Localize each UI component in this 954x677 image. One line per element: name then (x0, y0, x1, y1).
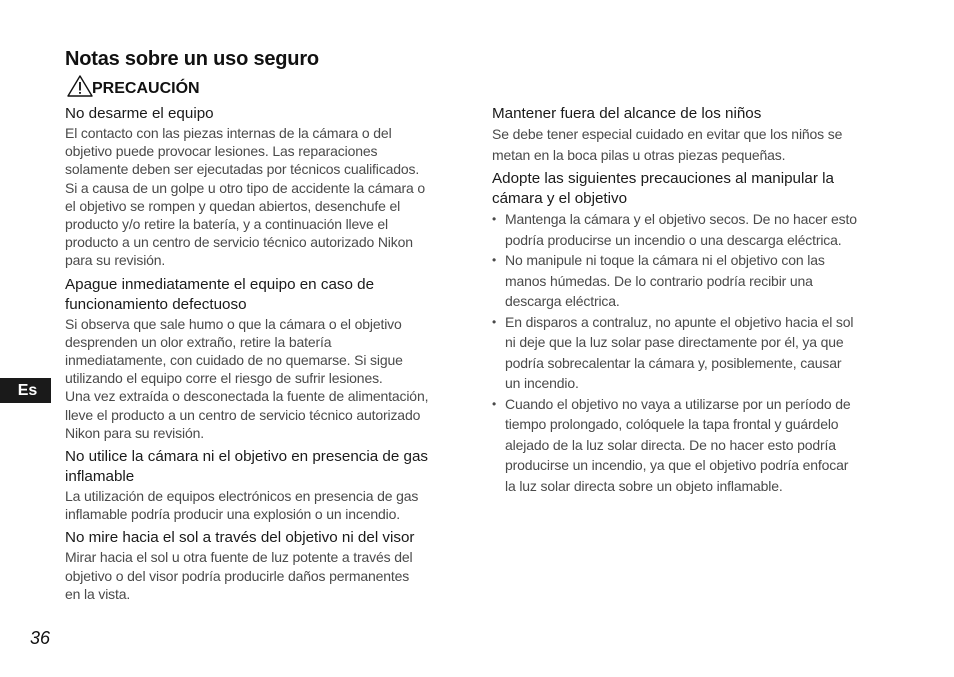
bullet-line: ni deje que la luz solar pase directamente por él, ya que (505, 334, 844, 350)
page-number: 36 (30, 628, 51, 648)
left-column (65, 104, 463, 608)
body-line: Una vez extraída o desconectada la fuente de alimentación, (65, 388, 429, 405)
body-line: para su revisión. (65, 252, 166, 269)
body-line: producto a un centro de servicio técnico autorizado Nikon (65, 234, 413, 251)
body-line: desprenden un olor extraño, retire la batería (65, 333, 332, 350)
section-heading (492, 169, 892, 209)
heading-line: No mire hacia el sol a través del objetivo ni del visor (65, 529, 415, 547)
section-right-1 (492, 104, 892, 165)
body-line: en la vista. (65, 585, 131, 602)
heading-line: No desarme el equipo (65, 105, 214, 122)
body-line: producto y/o retire la batería, y a continuación lleve el (65, 216, 388, 233)
bullet-line: alejado de la luz solar directa. De no hacer esto podría (505, 436, 836, 453)
section-heading (65, 275, 463, 315)
bullet-line: podría producirse un incendio o una descarga eléctrica. (505, 231, 842, 248)
right-column (492, 104, 892, 500)
page-title: Notas sobre un uso seguro (65, 48, 319, 70)
section-body (65, 548, 463, 603)
bullet-item (492, 209, 892, 250)
section-body (65, 315, 463, 442)
heading-line: inflamable (65, 468, 135, 486)
warning-label: PRECAUCIÓN (92, 80, 200, 97)
body-line: utilizando el equipo corre el riesgo de sufrir lesiones. (65, 370, 383, 387)
bullet-line: producirse un incendio, ya que el objetivo podría enfocar (505, 457, 849, 473)
body-line: metan en la boca pilas u otras piezas pequeñas. (492, 146, 786, 163)
body-line: solamente deben ser ejecutadas por técnicos cualificados. (65, 161, 420, 178)
section-right-2 (492, 169, 892, 496)
bullet-line: Mantenga la cámara y el objetivo secos. De no hacer esto (505, 211, 857, 227)
body-line: objetivo o del visor podría producirle daños permanentes (65, 567, 410, 584)
heading-line: Adopte las siguientes precauciones al manipular la (492, 170, 834, 187)
section-body (492, 124, 892, 165)
body-line: Mirar hacia el sol u otra fuente de luz potente a través del (65, 549, 413, 566)
body-line: La utilización de equipos electrónicos en presencia de gas (65, 488, 419, 505)
heading-line: funcionamiento defectuoso (65, 295, 247, 313)
section-body (65, 487, 463, 523)
body-line: Se debe tener especial cuidado en evitar que los niños se (492, 126, 843, 142)
bullet-mark: • (492, 396, 497, 411)
section-left-2 (65, 275, 463, 442)
heading-line: cámara y el objetivo (492, 190, 628, 207)
section-body (65, 124, 463, 270)
section-left-3 (65, 447, 463, 523)
body-line: Si observa que sale humo o que la cámara o el objetivo (65, 315, 402, 332)
bullet-line: podría sobrecalentar la cámara y, posiblemente, causar (505, 354, 842, 371)
bullet-line: un incendio. (505, 375, 579, 391)
section-heading (492, 104, 892, 124)
heading-line: No utilice la cámara ni el objetivo en presencia de gas (65, 448, 429, 466)
bullet-mark: • (492, 314, 497, 329)
section-left-4 (65, 528, 463, 603)
section-left-1 (65, 104, 463, 270)
language-tab: Es (0, 378, 51, 403)
section-heading (65, 104, 463, 124)
body-line: Si a causa de un golpe u otro tipo de accidente la cámara o (65, 179, 426, 196)
bullet-mark: • (492, 253, 497, 267)
body-line: Nikon para su revisión. (65, 424, 204, 441)
bullet-item (492, 250, 892, 312)
bullet-line: descarga eléctrica. (505, 293, 620, 309)
body-line: inflamable podría producir una explosión o un incendio. (65, 506, 400, 523)
heading-line: Mantener fuera del alcance de los niños (492, 105, 762, 122)
body-line: objetivo puede provocar lesiones. Las reparaciones (65, 143, 378, 160)
heading-line: Apague inmediatamente el equipo en caso de (65, 275, 375, 293)
warning-triangle-icon (66, 74, 94, 98)
body-line: el objetivo se rompen y quedan abiertos, desenchufe el (65, 197, 401, 214)
bullet-line: Cuando el objetivo no vaya a utilizarse por un período de (505, 395, 851, 412)
body-line: inmediatamente, con cuidado de no quemarse. Si sigue (65, 352, 403, 369)
bullet-item (492, 312, 892, 394)
bullet-line: manos húmedas. De lo contrario podría recibir una (505, 272, 813, 289)
body-line: El contacto con las piezas internas de la cámara o del (65, 125, 392, 141)
bullet-line: No manipule ni toque la cámara ni el objetivo con las (505, 252, 825, 268)
bullet-item (492, 394, 892, 497)
section-heading (65, 528, 463, 548)
bullet-line: la luz solar directa sobre un objeto inflamable. (505, 477, 783, 494)
bullet-line: En disparos a contraluz, no apunte el objetivo hacia el sol (505, 313, 854, 330)
section-heading (65, 447, 463, 487)
bullet-line: tiempo prolongado, colóquele la tapa frontal y guárdelo (505, 416, 839, 432)
warning-header (66, 74, 200, 98)
bullet-mark: • (492, 212, 497, 226)
body-line: lleve el producto a un centro de servicio técnico autorizado (65, 406, 421, 423)
bullet-list (492, 209, 892, 496)
